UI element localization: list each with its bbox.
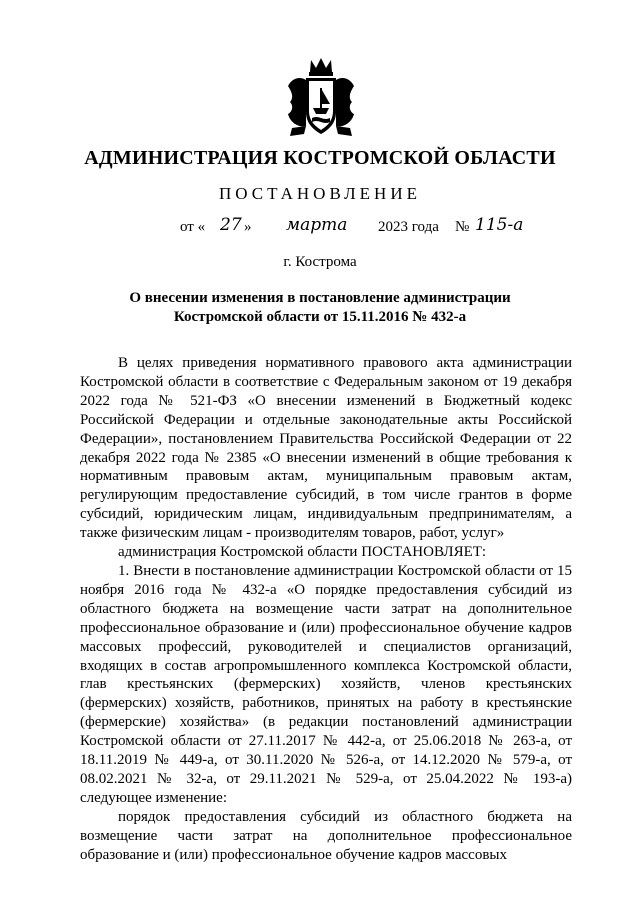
document-body [80,354,572,864]
agency-title: АДМИНИСТРАЦИЯ КОСТРОМСКОЙ ОБЛАСТИ [84,147,556,169]
item-1-text-paragraph: порядок предоставления субсидий из областного бюджета на возмещение части затрат на дополнительное профессиональное образование и (или) профессиональное обучение кадров массовых [80,808,572,863]
subject-line-1: О внесении изменения в постановление администрации [129,290,511,306]
resolution-paragraph: администрация Костромской области ПОСТАНОВЛЯЕТ: [118,544,487,561]
date-month: марта [286,215,348,235]
document-number: 115-а [475,215,524,235]
date-day: 27 [220,215,242,235]
document-subject [60,289,580,327]
item-1-paragraph: 1. Внести в постановление администрации Костромской области от 15 ноября 2016 года № 432-а «О порядке предоставления субсидий из областного бюджета на возмещение части затрат на дополнительное профессиональное образование и (или) профессиональное обучение кадров массовых профессий, руководителей и специалистов организаций, входящих в состав агропромышленного комплекса Костромской области, глав крестьянских (фермерских) хозяйств, членов крестьянских (фермерских) хозяйств, работников, принятых на работу в крестьянские (фермерские) хозяйства» (в редакции постановлений администрации Костромской области от 27.11.2017 № 442-а, от 25.06.2018 № 263-а, от 18.11.2019 № 449-а, от 30.11.2020 № 526-а, от 14.12.2020 № 579-а, от 08.02.2021 № 32-а, от 29.11.2021 № 529-а, от 25.04.2022 № 193-а) следующее изменение: [80,562,572,806]
document-type: ПОСТАНОВЛЕНИЕ [218,184,421,203]
coat-of-arms-icon [284,56,358,138]
place-of-issue: г. Кострома [283,254,357,270]
date-quote-close: » [244,219,252,235]
subject-line-2: Костромской области от 15.11.2016 № 432-а [173,309,467,325]
number-label: № [455,219,470,235]
date-year: 2023 года [378,219,439,235]
preamble-paragraph: В целях приведения нормативного правового акта администрации Костромской области в соответствие с Федеральным законом от 19 декабря 2022 года № 521-ФЗ «О внесении изменений в Бюджетный кодекс Российской Федерации и отдельные законодательные акты Российской Федерации», постановлением Правительства Российской Федерации от 22 декабря 2022 года № 2385 «О внесении изменений в общие требования к нормативным правовым актам, муниципальным правовым актам, регулирующим предоставление субсидий, в том числе грантов в форме субсидий, юридическим лицам, индивидуальным предпринимателям, а также физическим лицам - производителям товаров, работ, услуг» [80,355,572,542]
date-prefix: от « [180,219,206,235]
